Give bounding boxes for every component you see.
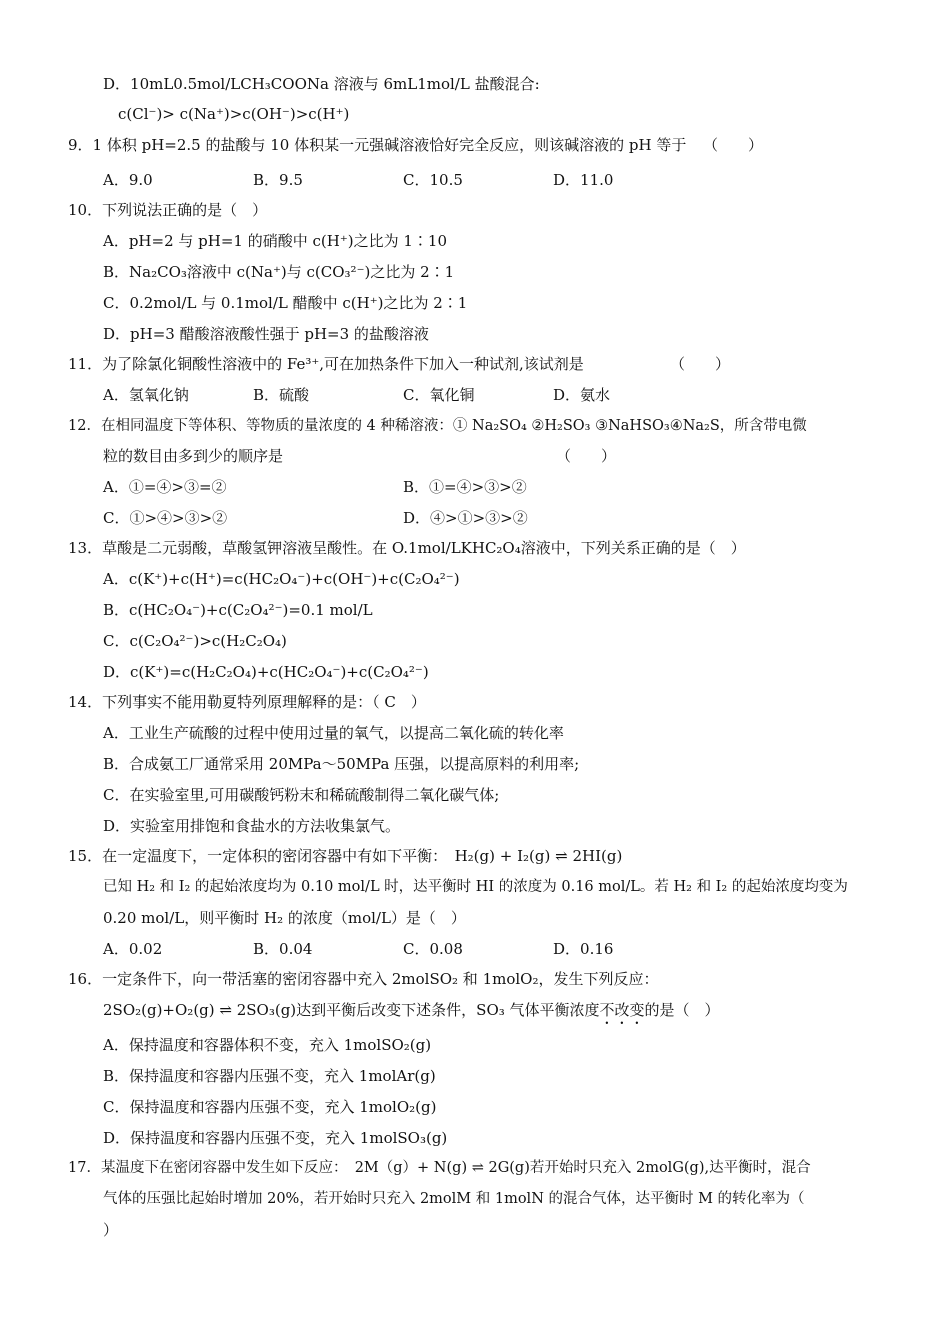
q17-line3: ） [103, 1221, 119, 1239]
q14-option-a: A．工业生产硫酸的过程中使用过量的氧气，以提高二氧化硫的转化率 [103, 724, 564, 742]
q10-option-b: B．Na₂CO₃溶液中 c(Na⁺)与 c(CO₃²⁻)之比为 2∶1 [103, 263, 455, 281]
q14-stem: 14．下列事实不能用勒夏特列原理解释的是：（ C ） [68, 693, 426, 711]
q17-stem: 17．某温度下在密闭容器中发生如下反应： 2M（g）+ N(g) ⇌ 2G(g)若开始时只充入 2molG(g),达平衡时，混合 [68, 1160, 811, 1176]
q16-option-c: C．保持温度和容器内压强不变，充入 1molO₂(g) [103, 1098, 437, 1116]
q16-line2-tail: 的是（ ） [644, 1001, 720, 1019]
q13-option-a: A．c(K⁺)+c(H⁺)=c(HC₂O₄⁻)+c(OH⁻)+c(C₂O₄²⁻) [103, 570, 460, 588]
q17-line2: 气体的压强比起始时增加 20%，若开始时只充入 2molM 和 1molN 的混合气体，达平衡时 M 的转化率为（ [103, 1191, 805, 1207]
q11-option-c: C．氧化铜 [403, 386, 475, 404]
q12-option-c: C．①>④>③>② [103, 509, 228, 527]
q16-line2 [103, 999, 720, 1028]
q11-option-d: D．氨水 [553, 386, 611, 404]
q10-option-a: A．pH=2 与 pH=1 的硝酸中 c(H⁺)之比为 1∶10 [103, 232, 447, 250]
q9-option-d: D．11.0 [553, 171, 614, 189]
q12-answer-paren: （ ） [556, 447, 617, 465]
q15-line2: 已知 H₂ 和 I₂ 的起始浓度均为 0.10 mol/L 时，达平衡时 HI 的浓度为 0.16 mol/L。若 H₂ 和 I₂ 的起始浓度均变为 [103, 879, 848, 895]
q13-option-c: C．c(C₂O₄²⁻)>c(H₂C₂O₄) [103, 632, 287, 650]
q10-stem: 10．下列说法正确的是（ ） [68, 201, 268, 219]
q8-option-d: D．10mL0.5mol/LCH₃COONa 溶液与 6mL1mol/L 盐酸混合: [103, 75, 540, 93]
q16-reaction-text: 2SO₂(g)+O₂(g) ⇌ 2SO₃(g)达到平衡后改变下述条件，SO₃ 气体平衡浓度 [103, 1001, 600, 1019]
q15-line3: 0.20 mol/L，则平衡时 H₂ 的浓度（mol/L）是（ ） [103, 909, 466, 927]
q9-answer-paren: （ ） [703, 136, 764, 154]
q12-stem: 12．在相同温度下等体积、等物质的量浓度的 4 种稀溶液：① Na₂SO₄ ②H₂SO₃ ③NaHSO₃④Na₂S，所含带电微 [68, 418, 807, 434]
q15-option-b: B．0.04 [253, 940, 313, 958]
q10-option-d: D．pH=3 醋酸溶液酸性强于 pH=3 的盐酸溶液 [103, 325, 429, 343]
q14-option-d: D．实验室用排饱和食盐水的方法收集氯气。 [103, 817, 401, 835]
q9-option-b: B．9.5 [253, 171, 303, 189]
q12-option-a: A．①=④>③=② [103, 478, 227, 496]
q14-option-c: C．在实验室里,可用碳酸钙粉末和稀硫酸制得二氧化碳气体; [103, 786, 500, 804]
q16-option-b: B．保持温度和容器内压强不变，充入 1molAr(g) [103, 1067, 436, 1085]
q11-stem: 11．为了除氯化铜酸性溶液中的 Fe³⁺,可在加热条件下加入一种试剂,该试剂是 [68, 355, 584, 373]
q12-stem-line2: 粒的数目由多到少的顺序是 [103, 447, 284, 465]
q12-option-d: D．④>①>③>② [403, 509, 528, 527]
q12-option-b: B．①=④>③>② [403, 478, 527, 496]
q15-stem: 15．在一定温度下，一定体积的密闭容器中有如下平衡： H₂(g) + I₂(g) ⇌ 2HI(g) [68, 847, 623, 865]
q9-option-c: C．10.5 [403, 171, 463, 189]
q8-option-d-relation: c(Cl⁻)> c(Na⁺)>c(OH⁻)>c(H⁺) [118, 105, 350, 123]
q13-stem: 13．草酸是二元弱酸，草酸氢钾溶液呈酸性。在 O.1mol/LKHC₂O₄溶液中，下列关系正确的是（ ） [68, 539, 746, 557]
q10-option-c: C．0.2mol/L 与 0.1mol/L 醋酸中 c(H⁺)之比为 2∶1 [103, 294, 468, 312]
q13-option-d: D．c(K⁺)=c(H₂C₂O₄)+c(HC₂O₄⁻)+c(C₂O₄²⁻) [103, 663, 429, 681]
q16-option-a: A．保持温度和容器体积不变，充入 1molSO₂(g) [103, 1036, 432, 1054]
q15-option-d: D．0.16 [553, 940, 614, 958]
q9-option-a: A．9.0 [103, 171, 153, 189]
q16-emphasis-text: 不改变 [599, 1001, 645, 1019]
q14-option-b: B．合成氨工厂通常采用 20MPa～50MPa 压强，以提高原料的利用率; [103, 755, 580, 773]
q13-option-b: B．c(HC₂O₄⁻)+c(C₂O₄²⁻)=0.1 mol/L [103, 601, 373, 619]
q15-option-a: A．0.02 [103, 940, 163, 958]
q16-option-d: D．保持温度和容器内压强不变，充入 1molSO₃(g) [103, 1129, 448, 1147]
q15-option-c: C．0.08 [403, 940, 463, 958]
q11-answer-paren: （ ） [670, 355, 731, 373]
q9-stem: 9．1 体积 pH=2.5 的盐酸与 10 体积某一元强碱溶液恰好完全反应，则该碱溶液的 pH 等于 [68, 136, 687, 154]
q11-option-b: B．硫酸 [253, 386, 310, 404]
q11-option-a: A．氢氧化钠 [103, 386, 189, 404]
q16-stem: 16．一定条件下，向一带活塞的密闭容器中充入 2molSO₂ 和 1molO₂，发生下列反应： [68, 970, 659, 988]
